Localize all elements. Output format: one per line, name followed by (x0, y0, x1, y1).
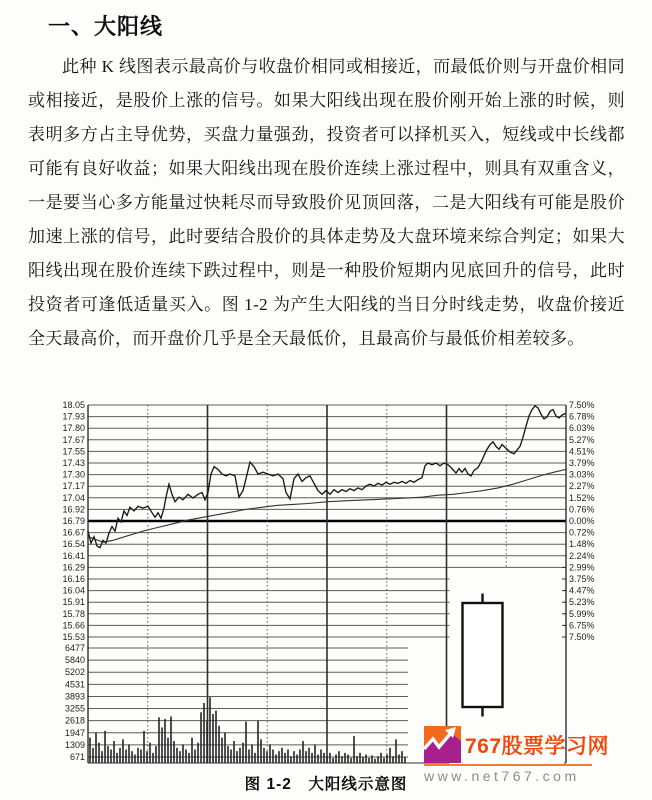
volume-bar (380, 753, 382, 763)
volume-bar (263, 748, 265, 763)
volume-bar (233, 741, 235, 763)
volume-bar (119, 748, 121, 763)
volume-axis-label: 3255 (64, 703, 85, 714)
percent-axis-label: 0.00% (569, 516, 595, 526)
volume-bar (149, 743, 151, 763)
volume-bar (269, 744, 271, 763)
volume-bar (122, 739, 124, 763)
volume-bar (383, 758, 385, 763)
volume-bar (293, 751, 295, 763)
volume-bar (209, 697, 211, 763)
watermark-underline (424, 764, 592, 766)
volume-bar (155, 746, 157, 763)
volume-axis-label: 5840 (64, 655, 85, 666)
volume-bar (347, 755, 349, 763)
volume-bar (164, 719, 166, 763)
volume-bar (374, 759, 376, 763)
volume-bar (275, 755, 277, 763)
volume-bar (221, 738, 223, 763)
volume-bar (128, 744, 130, 763)
percent-axis-label: 4.51% (569, 446, 595, 457)
percent-axis-label: 6.75% (569, 620, 595, 631)
volume-bar (290, 756, 292, 763)
volume-bar (161, 727, 163, 763)
volume-bar (365, 755, 367, 763)
volume-bar (392, 756, 394, 763)
percent-axis-label: 2.24% (569, 550, 595, 561)
volume-axis-label: 6477 (64, 643, 85, 653)
intraday-chart-svg (0, 396, 652, 772)
site-logo-icon (424, 726, 461, 763)
volume-bar (212, 714, 214, 763)
volume-bar (353, 736, 355, 763)
figure-caption: 图 1-2 大阳线示意图 (244, 776, 408, 793)
volume-bar (191, 738, 193, 763)
volume-bar (197, 743, 199, 763)
volume-bar (140, 749, 142, 763)
price-axis-label: 17.55 (62, 446, 85, 457)
volume-bar (329, 753, 331, 763)
volume-bar (227, 746, 229, 763)
volume-bar (371, 755, 373, 763)
volume-bar (236, 751, 238, 763)
section-heading: 一、大阳线 (48, 14, 164, 39)
volume-bar (116, 753, 118, 763)
volume-bar (377, 756, 379, 763)
volume-bar (143, 731, 145, 763)
percent-axis-label: 5.99% (569, 608, 595, 619)
volume-bar (251, 744, 253, 763)
price-axis-label: 15.91 (62, 597, 85, 608)
volume-bar (335, 755, 337, 763)
volume-bar (173, 741, 175, 763)
volume-bar (215, 711, 217, 763)
volume-axis-label: 4531 (64, 679, 85, 690)
volume-bar (359, 753, 361, 763)
percent-axis-label: 6.03% (569, 423, 595, 434)
volume-bar (248, 749, 250, 763)
volume-bar (368, 758, 370, 763)
volume-bar (305, 751, 307, 763)
volume-bar (224, 733, 226, 763)
percent-axis-label: 1.48% (569, 539, 595, 550)
volume-bar (95, 733, 97, 763)
volume-bar (188, 753, 190, 763)
watermark-site-name: 767股票学习网 (465, 734, 610, 758)
volume-bar (257, 721, 259, 763)
volume-axis-label: 1309 (64, 739, 85, 750)
volume-bar (284, 753, 286, 763)
volume-bar (107, 746, 109, 763)
volume-bar (206, 721, 208, 763)
volume-bar (323, 753, 325, 763)
volume-bar (203, 703, 205, 763)
percent-axis-label: 0.76% (569, 504, 595, 515)
volume-bar (194, 749, 196, 763)
volume-bar (239, 748, 241, 763)
volume-bar (386, 755, 388, 763)
volume-bar (110, 749, 112, 763)
volume-bar (260, 739, 262, 763)
price-axis-label: 17.43 (62, 458, 85, 468)
price-axis-label: 17.17 (62, 481, 85, 492)
volume-bar (338, 751, 340, 763)
volume-bar (134, 755, 136, 763)
volume-bar (152, 753, 154, 763)
volume-bar (398, 755, 400, 763)
volume-bar (170, 716, 172, 763)
volume-bar (137, 748, 139, 763)
percent-axis-label: 3.79% (569, 458, 595, 468)
percent-axis-label: 7.50% (569, 400, 595, 410)
price-axis-label: 16.54 (62, 539, 85, 550)
price-axis-label: 15.66 (62, 620, 85, 631)
volume-axis-label: 1947 (64, 727, 85, 738)
volume-bar (341, 756, 343, 763)
volume-bar (230, 749, 232, 763)
volume-bar (131, 751, 133, 763)
volume-bar (326, 756, 328, 763)
volume-bar (167, 738, 169, 763)
percent-axis-label: 2.27% (569, 481, 595, 492)
volume-bar (350, 758, 352, 763)
volume-bar (89, 738, 91, 763)
price-axis-label: 17.04 (62, 492, 85, 503)
volume-bar (218, 726, 220, 763)
volume-bar (146, 751, 148, 763)
volume-bar (308, 748, 310, 763)
volume-bar (245, 722, 247, 763)
volume-bar (332, 758, 334, 763)
volume-axis-label: 3893 (64, 691, 85, 702)
price-axis-label: 16.16 (62, 574, 85, 584)
percent-axis-label: 4.47% (569, 585, 595, 596)
volume-bar (320, 749, 322, 763)
price-axis-label: 17.67 (62, 434, 85, 445)
volume-axis-label: 5202 (64, 667, 85, 678)
price-axis-label: 16.41 (62, 550, 85, 561)
price-axis-label: 17.93 (62, 411, 85, 422)
volume-bar (281, 748, 283, 763)
percent-axis-label: 5.27% (569, 434, 595, 445)
volume-bar (404, 757, 406, 763)
volume-bar (302, 741, 304, 763)
volume-bar (179, 751, 181, 763)
price-axis-label: 16.79 (62, 516, 85, 526)
volume-bar (311, 753, 313, 763)
price-axis-label: 15.53 (62, 632, 85, 642)
price-axis-label: 18.05 (62, 400, 85, 410)
volume-bar (101, 751, 103, 763)
volume-bar (266, 751, 268, 763)
volume-axis-label: 671 (69, 752, 85, 762)
price-axis-label: 16.04 (62, 585, 85, 596)
percent-axis-label: 3.75% (569, 574, 595, 584)
volume-bar (314, 744, 316, 763)
volume-bar (296, 755, 298, 763)
volume-bar (299, 749, 301, 763)
volume-bar (389, 748, 391, 763)
volume-bar (158, 717, 160, 763)
volume-bar (356, 756, 358, 763)
percent-axis-label: 6.78% (569, 411, 595, 422)
volume-bar (278, 751, 280, 763)
percent-axis-label: 0.72% (569, 527, 595, 538)
figure-1-2 (0, 396, 652, 800)
volume-bar (395, 739, 397, 763)
volume-bar (254, 753, 256, 763)
price-axis-label: 16.29 (62, 562, 85, 573)
volume-bar (92, 748, 94, 763)
percent-axis-label: 2.99% (569, 562, 595, 573)
volume-bar (182, 744, 184, 763)
volume-bar (125, 749, 127, 763)
volume-bar (344, 753, 346, 763)
volume-bar (362, 757, 364, 763)
volume-bar (113, 741, 115, 763)
volume-bar (401, 751, 403, 763)
candle-body (463, 603, 503, 707)
percent-axis-label: 1.52% (569, 492, 595, 503)
body-paragraph: 此种 K 线图表示最高价与收盘价相同或相接近，而最低价则与开盘价相同或相接近，是股价上涨的信号。如果大阳线出现在股价刚开始上涨的时候，则表明多方占主导优势，买盘力量强劲，投资者可以择机买入，短线或中长线都可能有良好收益；如果大阳线出现在股价连续上涨过程中，则具有双重含义，一是要当心多方能量过快耗尽而导致股价见顶回落，二是大阳线有可能是股价加速上涨的信号，此时要结合股价的具体走势及大盘环境来综合判定；如果大阳线出现在股价连续下跌过程中，则是一种股价短期内见底回升的信号，此时投资者可逢低适量买入。图 1-2 为产生大阳线的当日分时线走势，收盘价接近全天最高价，而开盘价几乎是全天最低价，且最高价与最低价相差较多。 (28, 57, 625, 348)
percent-axis-label: 5.23% (569, 597, 595, 608)
price-axis-label: 16.67 (62, 527, 85, 538)
volume-bar (317, 755, 319, 763)
volume-bar (104, 731, 106, 763)
volume-bar (200, 712, 202, 763)
volume-bar (242, 743, 244, 763)
volume-bar (98, 743, 100, 763)
intraday-chart (0, 396, 652, 784)
price-axis-label: 17.80 (62, 423, 85, 434)
percent-axis-label: 3.03% (569, 469, 595, 480)
price-axis-label: 17.30 (62, 469, 85, 480)
volume-bar (176, 748, 178, 763)
price-axis-label: 16.92 (62, 504, 85, 515)
price-axis-label: 15.78 (62, 608, 85, 619)
volume-bar (185, 749, 187, 763)
watermark-site-url: www.net767.com (424, 768, 580, 784)
volume-bar (287, 749, 289, 763)
volume-axis-label: 2618 (64, 715, 85, 726)
percent-axis-label: 7.50% (569, 632, 595, 642)
volume-bar (272, 749, 274, 763)
